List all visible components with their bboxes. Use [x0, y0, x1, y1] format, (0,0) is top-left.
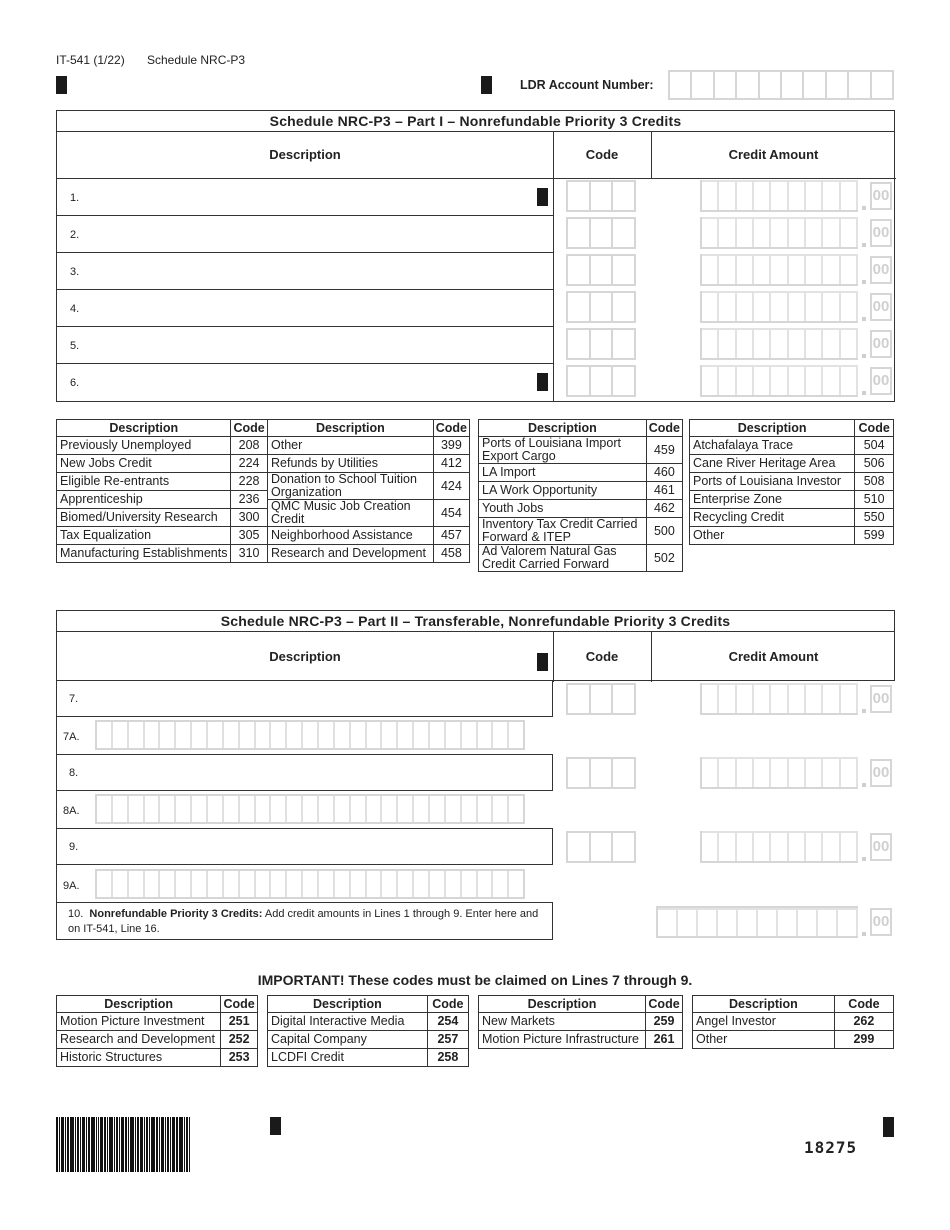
col-description: Description: [57, 420, 231, 437]
line-label: 1.: [70, 192, 80, 204]
table-row: Manufacturing Establishments 310: [57, 545, 268, 563]
line-label: 3.: [70, 266, 80, 278]
line-label: 9A.: [63, 880, 80, 892]
schedule-name: Schedule NRC-P3: [147, 53, 246, 67]
table-row: Research and Development 458: [268, 545, 470, 563]
table-row: Enterprise Zone 510: [690, 491, 894, 509]
cents-field: 00: [870, 685, 892, 713]
part1-col-description: Description: [269, 147, 341, 162]
credit-amount-input[interactable]: [700, 757, 858, 789]
credit-amount-input[interactable]: [700, 180, 858, 212]
table-row: Biomed/University Research 300: [57, 509, 268, 527]
description-input[interactable]: [95, 720, 525, 750]
line-label: 5.: [70, 340, 80, 352]
table-row: Eligible Re-entrants 228: [57, 473, 268, 491]
cents-field: 00: [870, 182, 892, 210]
registration-mark: [56, 76, 67, 94]
code-table-7: [478, 995, 683, 1049]
cents-field: 00: [870, 759, 892, 787]
table-row: Other 299: [693, 1031, 894, 1049]
barcode-icon: [56, 1117, 228, 1172]
code-table-1: [56, 419, 268, 563]
table-row: New Markets 259: [479, 1013, 683, 1031]
registration-mark: [883, 1117, 894, 1137]
line-label: 4.: [70, 303, 80, 315]
table-row: Inventory Tax Credit Carried Forward & ITEP 500: [479, 518, 683, 545]
form-number: 18275: [804, 1138, 858, 1157]
description-input[interactable]: [95, 794, 525, 824]
code-table-8: [692, 995, 894, 1049]
cents-field: 00: [870, 293, 892, 321]
table-row: Apprenticeship 236: [57, 491, 268, 509]
credit-amount-input[interactable]: [700, 217, 858, 249]
col-description: Description: [693, 996, 835, 1013]
code-input[interactable]: [566, 254, 636, 286]
table-row: Refunds by Utilities 412: [268, 455, 470, 473]
credit-amount-input[interactable]: [700, 291, 858, 323]
col-code: Code: [433, 420, 469, 437]
table-row: Youth Jobs 462: [479, 500, 683, 518]
table-row: Recycling Credit 550: [690, 509, 894, 527]
code-table-6: [267, 995, 469, 1067]
line-label: 2.: [70, 229, 80, 241]
cents-field: 00: [870, 833, 892, 861]
table-row: Motion Picture Infrastructure 261: [479, 1031, 683, 1049]
code-input[interactable]: [566, 291, 636, 323]
table-row: Tax Equalization 305: [57, 527, 268, 545]
line-label: 7A.: [63, 731, 80, 743]
table-row: Cane River Heritage Area 506: [690, 455, 894, 473]
table-row: Ports of Louisiana Investor 508: [690, 473, 894, 491]
code-input[interactable]: [566, 180, 636, 212]
table-row: Motion Picture Investment 251: [57, 1013, 258, 1031]
cents-field: 00: [870, 219, 892, 247]
table-row: LCDFI Credit 258: [268, 1049, 469, 1067]
table-row: New Jobs Credit 224: [57, 455, 268, 473]
col-code: Code: [221, 996, 258, 1013]
ldr-account-input[interactable]: [668, 70, 894, 100]
code-input[interactable]: [566, 217, 636, 249]
table-row: Research and Development 252: [57, 1031, 258, 1049]
table-row: Other 399: [268, 437, 470, 455]
line-label: 8.: [69, 767, 79, 779]
col-code: Code: [855, 420, 894, 437]
description-input[interactable]: [95, 869, 525, 899]
cents-field: 00: [870, 330, 892, 358]
col-code: Code: [646, 996, 683, 1013]
registration-mark: [537, 653, 548, 671]
table-row: LA Import 460: [479, 464, 683, 482]
ldr-account-label: LDR Account Number:: [520, 78, 654, 92]
code-input[interactable]: [566, 328, 636, 360]
col-description: Description: [690, 420, 855, 437]
code-input[interactable]: [566, 365, 636, 397]
col-code: Code: [231, 420, 267, 437]
table-row: Donation to School Tuition Organization 424: [268, 473, 470, 500]
registration-mark: [537, 373, 548, 391]
table-row: QMC Music Job Creation Credit 454: [268, 500, 470, 527]
table-row: Digital Interactive Media 254: [268, 1013, 469, 1031]
table-row: Atchafalaya Trace 504: [690, 437, 894, 455]
table-row: Ad Valorem Natural Gas Credit Carried Forward 502: [479, 545, 683, 572]
col-code: Code: [834, 996, 893, 1013]
code-input[interactable]: [566, 683, 636, 715]
registration-mark: [270, 1117, 281, 1135]
part2-title: Schedule NRC-P3 – Part II – Transferable, Nonrefundable Priority 3 Credits: [57, 611, 894, 632]
total-credit-input[interactable]: [656, 906, 858, 938]
code-table-4: [689, 419, 894, 545]
col-description: Description: [479, 996, 646, 1013]
table-row: Previously Unemployed 208: [57, 437, 268, 455]
part1-title: Schedule NRC-P3 – Part I – Nonrefundable Priority 3 Credits: [57, 111, 894, 132]
col-description: Description: [479, 420, 647, 437]
code-table-3: [478, 419, 683, 572]
part2-col-code: Code: [585, 649, 619, 664]
col-description: Description: [268, 996, 428, 1013]
part1-col-amount: Credit Amount: [728, 147, 819, 162]
cents-field: 00: [870, 256, 892, 284]
table-row: Angel Investor 262: [693, 1013, 894, 1031]
col-description: Description: [268, 420, 434, 437]
cents-field: 00: [870, 367, 892, 395]
credit-amount-input[interactable]: [700, 365, 858, 397]
credit-amount-input[interactable]: [700, 683, 858, 715]
table-row: Other 599: [690, 527, 894, 545]
part2-section: [56, 610, 895, 681]
part1-col-code: Code: [585, 147, 619, 162]
code-table-2: [267, 419, 470, 563]
table-row: Historic Structures 253: [57, 1049, 258, 1067]
line-label: 8A.: [63, 805, 80, 817]
line-label: 7.: [69, 693, 79, 705]
registration-mark: [537, 188, 548, 206]
code-input[interactable]: [566, 757, 636, 789]
col-code: Code: [646, 420, 682, 437]
credit-amount-input[interactable]: [700, 254, 858, 286]
registration-mark: [481, 76, 492, 94]
credit-amount-input[interactable]: [700, 328, 858, 360]
cents-field: 00: [870, 908, 892, 936]
credit-amount-input[interactable]: [700, 831, 858, 863]
table-row: Neighborhood Assistance 457: [268, 527, 470, 545]
col-description: Description: [57, 996, 221, 1013]
code-table-5: [56, 995, 258, 1067]
part2-col-description: Description: [269, 649, 341, 664]
table-row: LA Work Opportunity 461: [479, 482, 683, 500]
line-label: 6.: [70, 377, 80, 389]
line-10-text: 10. Nonrefundable Priority 3 Credits: Add credit amounts in Lines 1 through 9. Enter here and on IT-541, Line 16.: [68, 908, 539, 935]
code-input[interactable]: [566, 831, 636, 863]
line-label: 9.: [69, 841, 79, 853]
col-code: Code: [427, 996, 468, 1013]
table-row: Ports of Louisiana Import Export Cargo 459: [479, 437, 683, 464]
form-id: IT-541 (1/22): [56, 53, 125, 67]
important-note: IMPORTANT! These codes must be claimed on Lines 7 through 9.: [257, 972, 693, 988]
table-row: Capital Company 257: [268, 1031, 469, 1049]
part2-col-amount: Credit Amount: [728, 649, 819, 664]
